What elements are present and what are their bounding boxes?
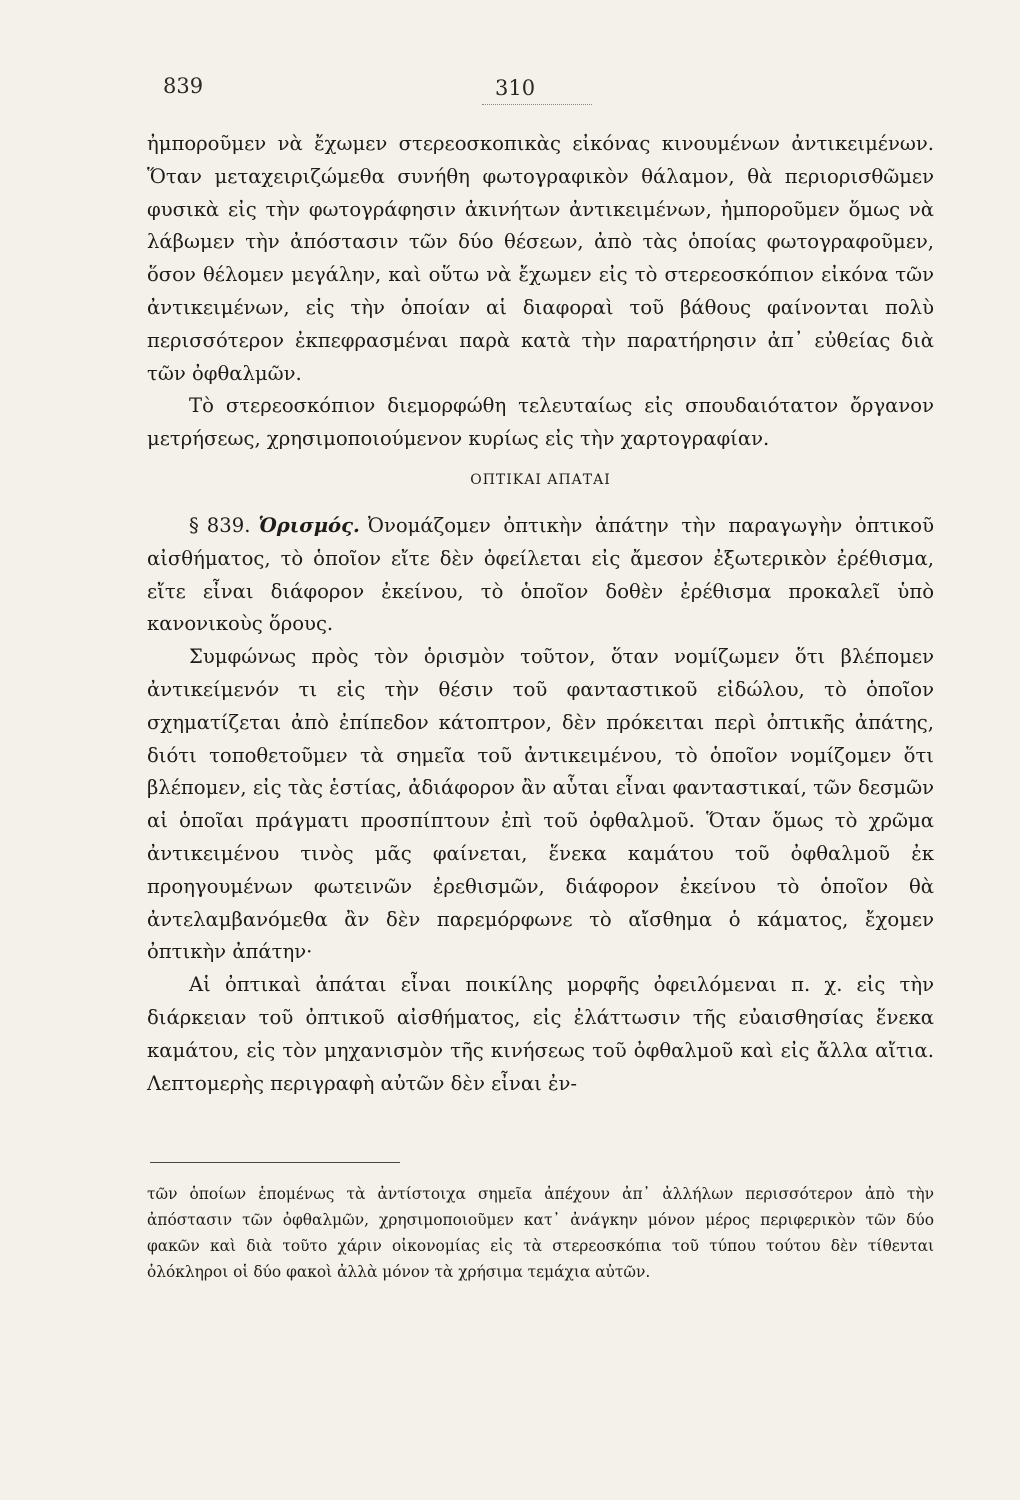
header-rule — [482, 104, 592, 105]
paragraph: Αἱ ὀπτικαὶ ἀπάται εἶναι ποικίλης μορφῆς ὀφειλόμεναι π. χ. εἰς τὴν διάρκειαν τοῦ ὀπτικοῦ αἰσθήματος, εἰς ἐλάττωσιν τῆς εὐαισθησίας ἕνεκα καμάτου, εἰς τὸν μηχανισμὸν τῆς κινήσεως τοῦ ὀφθαλμοῦ καὶ εἰς ἄλλα αἴτια. Λεπτομερὴς περιγραφὴ αὐτῶν δὲν εἶναι ἐν- — [147, 973, 934, 1095]
section-number-header: 839 — [163, 74, 204, 98]
footnote — [147, 1181, 934, 1285]
paragraph: Συμφώνως πρὸς τὸν ὁρισμὸν τοῦτον, ὅταν νομίζωμεν ὅτι βλέπομεν ἀντικείμενόν τι εἰς τὴν θέσιν τοῦ φανταστικοῦ εἰδώλου, τὸ ὁποῖον σχηματίζεται ἀπὸ ἐπίπεδον κάτοπτρον, δὲν πρόκειται περὶ ὀπτικῆς ἀπάτης, διότι τοποθετοῦμεν τὰ σημεῖα τοῦ ἀντικειμένου, τὸ ὁποῖον νομίζομεν ὅτι βλέπομεν, εἰς τὰς ἑστίας, ἀδιάφορον ἂν αὗται εἶναι φανταστικαί, τῶν δεσμῶν αἱ ὁποῖαι πράγματι προσπίπτουν ἐπὶ τοῦ ὀφθαλμοῦ. Ὅταν ὅμως τὸ χρῶμα ἀντικειμένου τινὸς μᾶς φαίνεται, ἕνεκα καμάτου τοῦ ὀφθαλμοῦ ἐκ προηγουμένων φωτεινῶν ἐρεθισμῶν, διάφορον ἐκείνου τὸ ὁποῖον θὰ ἀντελαμβανόμεθα ἂν δὲν παρεμόρφωνε τὸ αἴσθημα ὁ κάματος, ἔχομεν ὀπτικὴν ἀπάτην· — [147, 645, 934, 964]
main-text — [147, 128, 934, 1100]
footnote-text: τῶν ὁποίων ἑπομένως τὰ ἀντίστοιχα σημεῖα ἀπέχουν ἀπ᾿ ἀλλήλων περισσότερον ἀπὸ τὴν ἀπόστασιν τῶν ὀφθαλμῶν, χρησιμοποιοῦμεν κατ᾿ ἀνάγκην μόνον μέρος περιφερικὸν τῶν δύο φακῶν καὶ διὰ τοῦτο χάριν οἰκονομίας εἰς τὰ στερεοσκόπια τοῦ τύπου τούτου δὲν τίθενται ὁλόκληροι οἱ δύο φακοὶ ἀλλὰ μόνον τὰ χρήσιμα τεμάχια αὐτῶν. — [147, 1185, 934, 1281]
definition-label: Ὁρισμός. — [258, 513, 360, 537]
footnote-rule — [150, 1162, 400, 1163]
section-number: 839. — [206, 513, 251, 537]
section-mark: § — [189, 513, 199, 537]
paragraph: ἠμποροῦμεν νὰ ἔχωμεν στερεοσκοπικὰς εἰκόνας κινουμένων ἀντικειμένων. Ὅταν μεταχειριζώμεθα συνήθη φωτογραφικὸν θάλαμον, θὰ περιορισθῶμεν φυσικὰ εἰς τὴν φωτογράφησιν ἀκινήτων ἀντικειμένων, ἠμποροῦμεν ὅμως νὰ λάβωμεν τὴν ἀπόστασιν τῶν δύο θέσεων, ἀπὸ τὰς ὁποίας φωτογραφοῦμεν, ὅσον θέλομεν μεγάλην, καὶ οὕτω νὰ ἔχωμεν εἰς τὸ στερεοσκόπιον εἰκόνα τῶν ἀντικειμένων, εἰς τὴν ὁποίαν αἱ διαφοραὶ τοῦ βάθους φαίνονται πολὺ περισσότερον ἐκπεφρασμέναι παρὰ κατὰ τὴν παρατήρησιν ἀπ᾿ εὐθείας διὰ τῶν ὀφθαλμῶν. — [147, 132, 934, 385]
page-number: 310 — [495, 76, 536, 100]
definition-text: Ὀνομάζομεν ὀπτικὴν ἀπάτην τὴν παραγωγὴν ὀπτικοῦ αἰσθήματος, τὸ ὁποῖον εἴτε δὲν ὀφείλεται εἰς ἄμεσον ἐξωτερικὸν ἐρέθισμα, εἴτε εἶναι διάφορον ἐκείνου, τὸ ὁποῖον δοθὲν ἐρέθισμα προκαλεῖ ὑπὸ κανονικοὺς ὅρους. — [147, 513, 934, 636]
section-heading: ΟΠΤΙΚΑΙ ΑΠΑΤΑΙ — [470, 471, 611, 488]
paragraph: Τὸ στερεοσκόπιον διεμορφώθη τελευταίως εἰς σπουδαιότατον ὄργανον μετρήσεως, χρησιμοποιούμενον κυρίως εἰς τὴν χαρτογραφίαν. — [147, 394, 934, 451]
definition-paragraph — [147, 510, 934, 641]
